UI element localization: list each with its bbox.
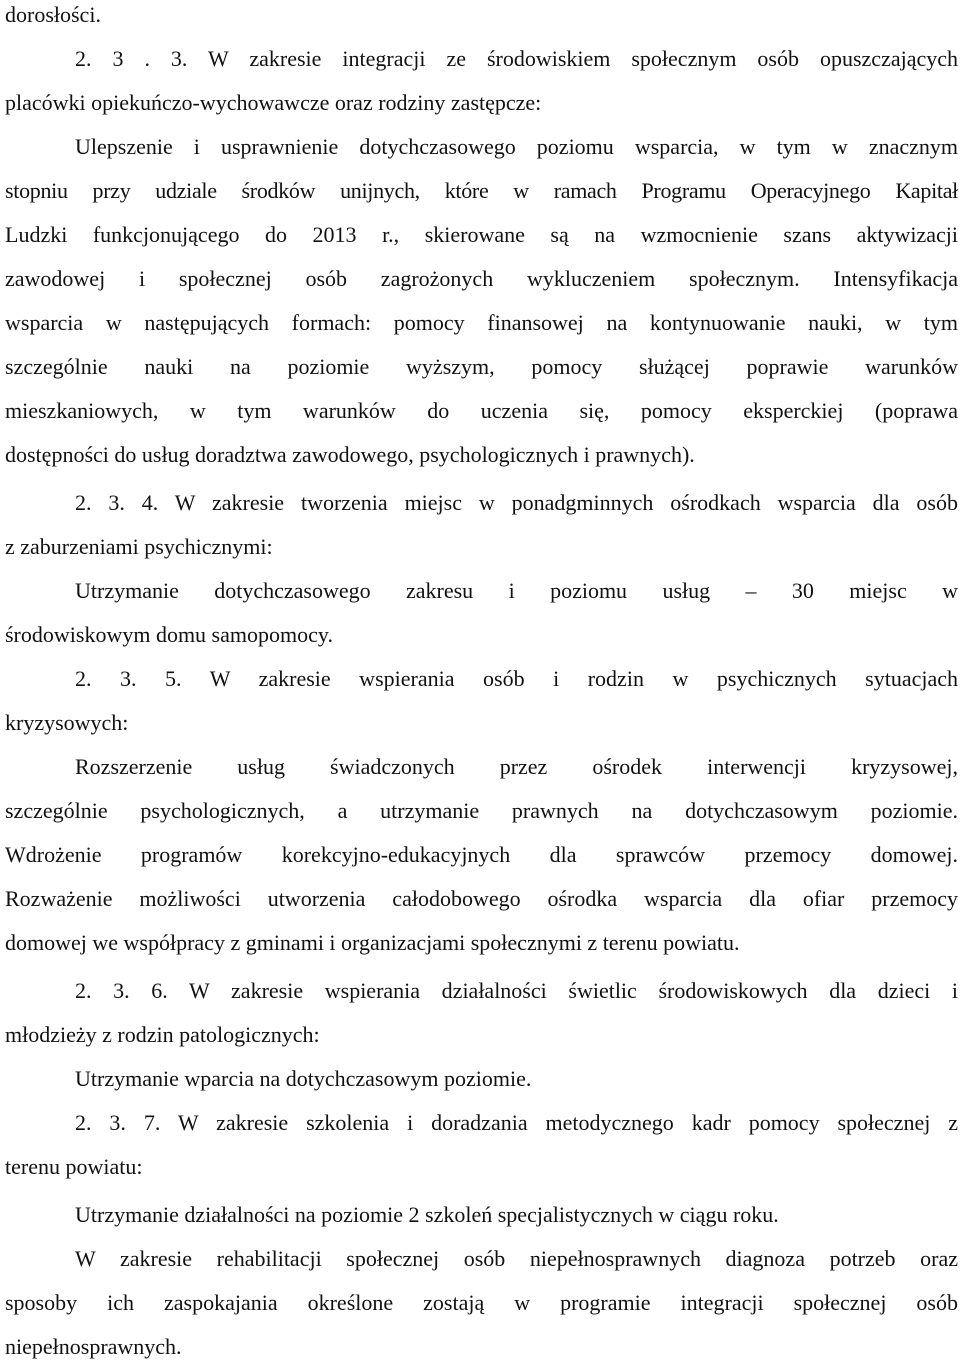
text-line: mieszkaniowych, w tym warunków do uczenia się, pomocy eksperckiej (poprawa (5, 398, 958, 423)
text-line: placówki opiekuńczo-wychowawcze oraz rodziny zastępcze: (5, 90, 542, 115)
text-line: Utrzymanie dotychczasowego zakresu i poziomu usług – 30 miejsc w (75, 578, 958, 603)
section-heading-2-3-6: 2. 3. 6. W zakresie wspierania działalności świetlic środowiskowych dla dzieci i (75, 978, 958, 1003)
text-line: zawodowej i społecznej osób zagrożonych wykluczeniem społecznym. Intensyfikacja (5, 266, 958, 291)
text-line: Rozważenie możliwości utworzenia całodobowego ośrodka wsparcia dla ofiar przemocy (5, 886, 958, 911)
section-heading-2-3-4: 2. 3. 4. W zakresie tworzenia miejsc w ponadgminnych ośrodkach wsparcia dla osób (75, 490, 958, 515)
text-line: szczególnie psychologicznych, a utrzymanie prawnych na dotychczasowym poziomie. (5, 798, 958, 823)
section-heading-2-3-7: 2. 3. 7. W zakresie szkolenia i doradzania metodycznego kadr pomocy społecznej z (75, 1110, 958, 1135)
text-line: niepełnosprawnych. (5, 1334, 182, 1359)
text-line: Utrzymanie wparcia na dotychczasowym poziomie. (75, 1066, 532, 1091)
text-line: szczególnie nauki na poziomie wyższym, pomocy służącej poprawie warunków (5, 354, 958, 379)
text-line: kryzysowych: (5, 710, 129, 735)
text-line: Rozszerzenie usług świadczonych przez ośrodek interwencji kryzysowej, (75, 754, 958, 779)
text-line: dorosłości. (5, 2, 101, 27)
text-line: stopniu przy udziale środków unijnych, które w ramach Programu Operacyjnego Kapitał (5, 178, 958, 203)
section-heading-2-3-5: 2. 3. 5. W zakresie wspierania osób i rodzin w psychicznych sytuacjach (75, 666, 958, 691)
text-line: Ludzki funkcjonującego do 2013 r., skierowane są na wzmocnienie szans aktywizacji (5, 222, 958, 247)
text-line: dostępności do usług doradztwa zawodowego, psychologicznych i prawnych). (5, 442, 695, 467)
text-line: domowej we współpracy z gminami i organizacjami społecznymi z terenu powiatu. (5, 930, 740, 955)
text-line: terenu powiatu: (5, 1154, 143, 1179)
text-line: z zaburzeniami psychicznymi: (5, 534, 273, 559)
text-line: Utrzymanie działalności na poziomie 2 szkoleń specjalistycznych w ciągu roku. (75, 1202, 779, 1227)
text-line: Wdrożenie programów korekcyjno-edukacyjnych dla sprawców przemocy domowej. (5, 842, 958, 867)
section-heading-2-3-3: 2. 3 . 3. W zakresie integracji ze środowiskiem społecznym osób opuszczających (75, 46, 958, 71)
text-line: W zakresie rehabilitacji społecznej osób niepełnosprawnych diagnoza potrzeb oraz (75, 1246, 958, 1271)
text-line: młodzieży z rodzin patologicznych: (5, 1022, 320, 1047)
text-line: środowiskowym domu samopomocy. (5, 622, 333, 647)
text-line: Ulepszenie i usprawnienie dotychczasowego poziomu wsparcia, w tym w znacznym (75, 134, 958, 159)
text-line: wsparcia w następujących formach: pomocy finansowej na kontynuowanie nauki, w tym (5, 310, 958, 335)
text-line: sposoby ich zaspokajania określone zostają w programie integracji społecznej osób (5, 1290, 958, 1315)
